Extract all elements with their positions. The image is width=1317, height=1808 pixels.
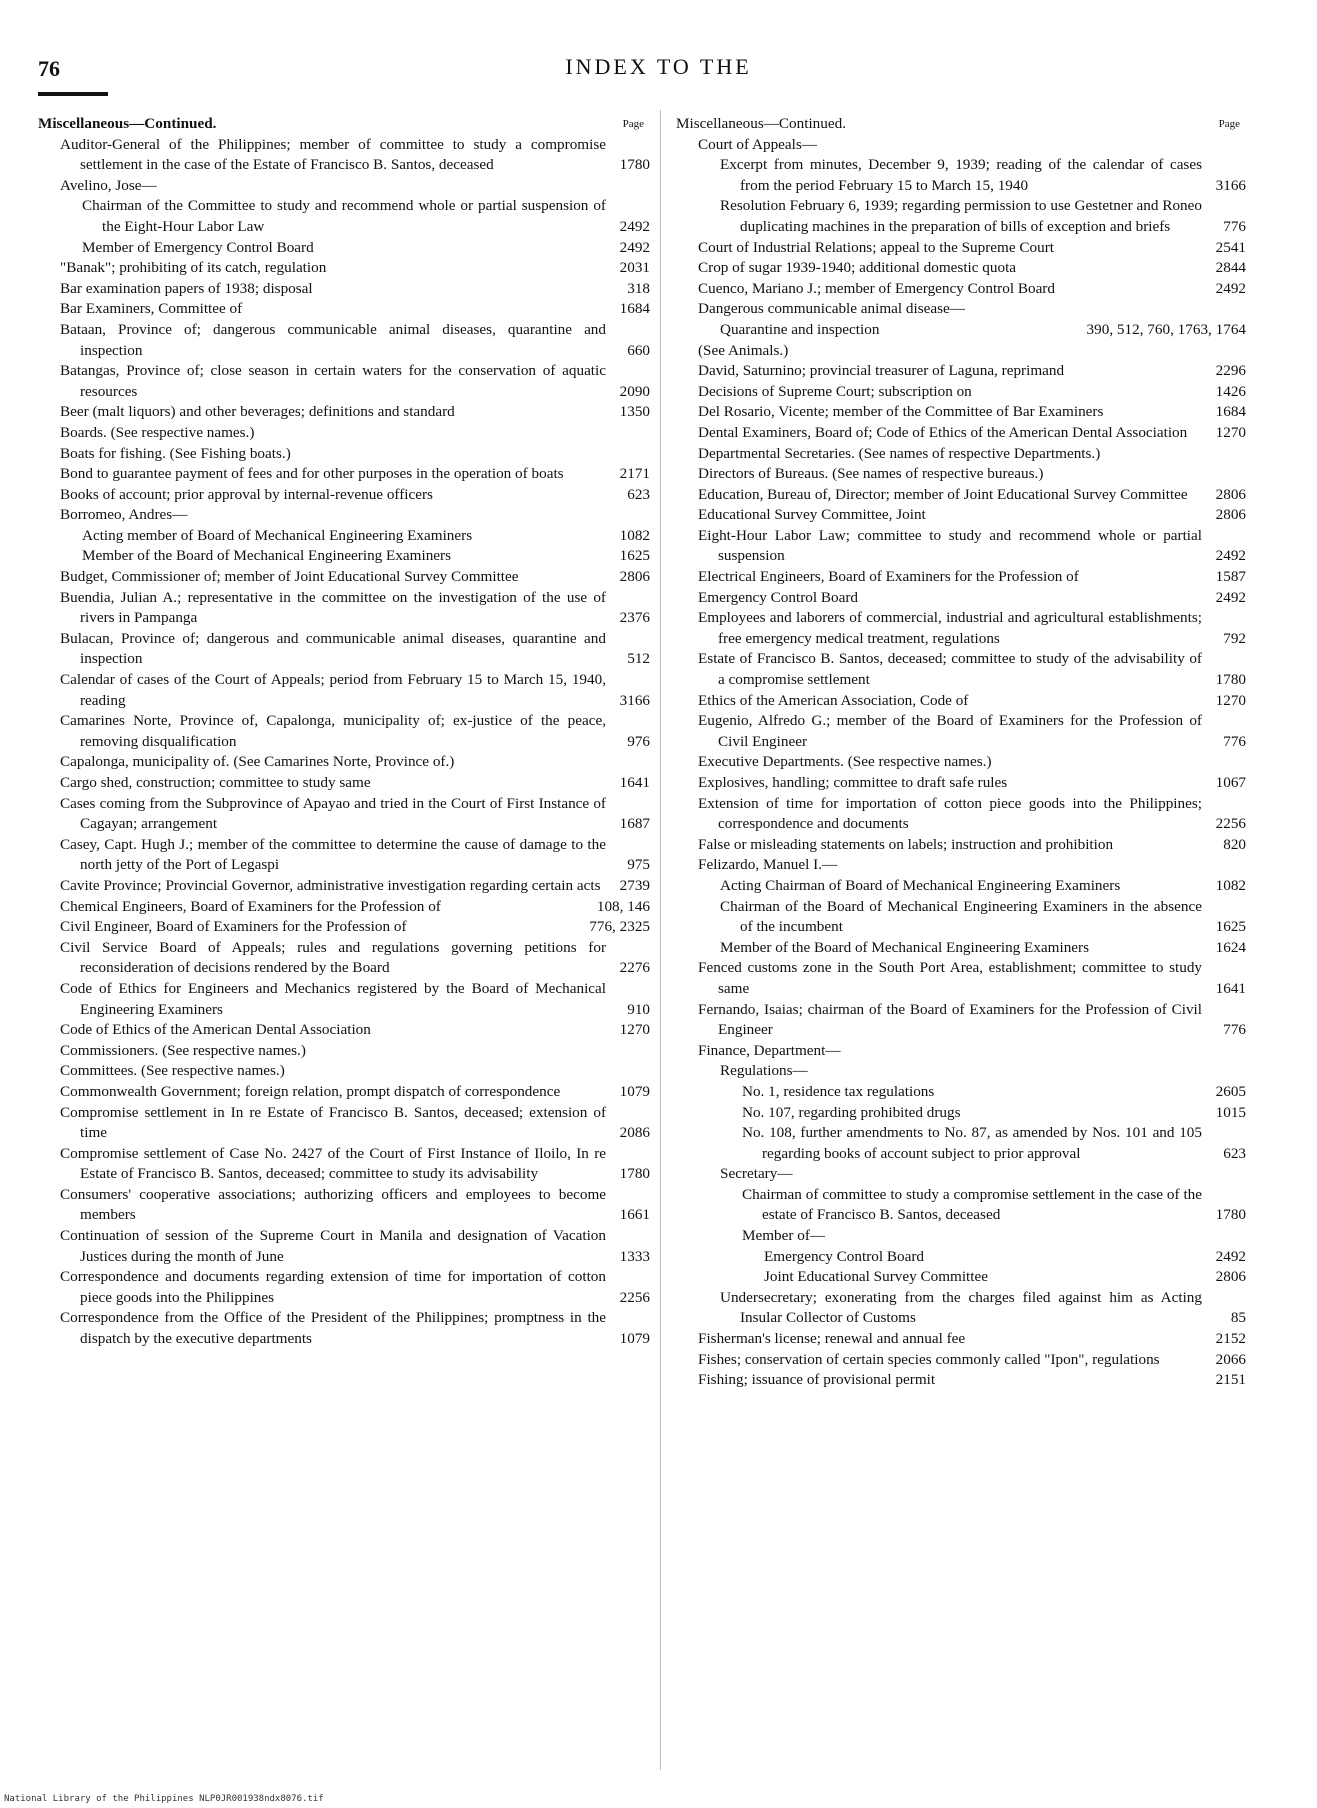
- index-entry: [676, 1000, 1246, 1041]
- index-entry: [38, 546, 650, 567]
- index-entry: [38, 752, 650, 773]
- entry-text: Directors of Bureaus. (See names of respective bureaus.): [698, 465, 1044, 483]
- index-entry: [38, 1061, 650, 1082]
- index-entry: [38, 773, 650, 794]
- index-entry: [676, 773, 1246, 794]
- index-entry: [676, 938, 1246, 959]
- entry-page: 2844: [1215, 259, 1246, 277]
- entry-page: 318: [627, 279, 650, 297]
- entry-text: Avelino, Jose—: [60, 176, 157, 194]
- entry-page: 2376: [619, 609, 650, 627]
- entry-page: 1780: [1215, 671, 1246, 689]
- entry-page: 776: [1223, 1021, 1246, 1039]
- entry-page: 820: [1223, 835, 1246, 853]
- entry-text: No. 1, residence tax regulations: [742, 1082, 935, 1100]
- index-entry: [676, 1370, 1246, 1391]
- entry-text: Cavite Province; Provincial Governor, administrative investigation regarding certain acts: [60, 876, 601, 894]
- entry-text: Bar examination papers of 1938; disposal: [60, 279, 313, 297]
- index-entry: [676, 835, 1246, 856]
- entry-text: Member of Emergency Control Board: [82, 238, 314, 256]
- entry-page: 2276: [619, 959, 650, 977]
- entry-page: 2806: [1215, 485, 1246, 503]
- entry-page: 1641: [619, 774, 650, 791]
- entry-page: 623: [627, 485, 650, 503]
- entry-text: Continuation of session of the Supreme Court in Manila and designation of Vacation Justices during the month of June: [60, 1227, 606, 1265]
- entry-page: 976: [627, 732, 650, 750]
- entry-page: 2541: [1215, 238, 1246, 256]
- entry-text: Fenced customs zone in the South Port Area, establishment; committee to study same: [698, 959, 1202, 997]
- entry-text: David, Saturnino; provincial treasurer of Laguna, reprimand: [698, 362, 1065, 380]
- entry-page: 1082: [619, 526, 650, 544]
- entry-text: Explosives, handling; committee to draft safe rules: [698, 774, 1008, 791]
- entry-text: Departmental Secretaries. (See names of respective Departments.): [698, 444, 1101, 462]
- entry-text: Beer (malt liquors) and other beverages; definitions and standard: [60, 403, 455, 421]
- index-entry: [38, 876, 650, 897]
- index-entry: [38, 567, 650, 588]
- entry-text: Chemical Engineers, Board of Examiners for the Profession of: [60, 897, 441, 915]
- index-entry: [38, 505, 650, 526]
- entry-page: 1625: [1215, 918, 1246, 936]
- index-entry: [38, 711, 650, 752]
- entry-text: Boats for fishing. (See Fishing boats.): [60, 444, 291, 462]
- entry-text: Cuenco, Mariano J.; member of Emergency Control Board: [698, 279, 1055, 297]
- index-entry: [676, 196, 1246, 237]
- index-entry: [676, 1061, 1246, 1082]
- entry-page: 776: [1223, 217, 1246, 235]
- index-entry: [676, 1103, 1246, 1124]
- entry-text: Eight-Hour Labor Law; committee to study and recommend whole or partial suspension: [698, 526, 1202, 565]
- index-entry: [38, 444, 650, 465]
- entry-page: 1780: [1215, 1206, 1246, 1224]
- right-column: [676, 114, 1246, 1391]
- index-entry: [38, 423, 650, 444]
- entry-text: Education, Bureau of, Director; member of Joint Educational Survey Committee: [698, 485, 1188, 503]
- entry-text: Member of the Board of Mechanical Engineering Examiners: [720, 938, 1090, 956]
- entry-text: Auditor-General of the Philippines; member of committee to study a compromise settlement in the case of the Estate of Francisco B. Santos, deceased: [60, 135, 606, 174]
- entry-page: 1687: [619, 815, 650, 833]
- entry-page: 2296: [1215, 362, 1246, 380]
- index-entry: [38, 1308, 650, 1349]
- entry-page: 2492: [619, 217, 650, 235]
- index-entry: [38, 1144, 650, 1185]
- index-entry: [676, 567, 1246, 588]
- scan-footer: National Library of the Philippines NLP0JR001938ndx8076.tif: [4, 1794, 324, 1804]
- entry-text: Borromeo, Andres—: [60, 506, 188, 524]
- index-entry: [676, 155, 1246, 196]
- entry-text: Capalonga, municipality of. (See Camarines Norte, Province of.): [60, 753, 455, 771]
- entry-page: 2256: [1215, 815, 1246, 833]
- index-entry: [676, 485, 1246, 506]
- entry-page: 1350: [619, 403, 650, 421]
- entry-text: Chairman of committee to study a compromise settlement in the case of the estate of Francisco B. Santos, deceased: [742, 1185, 1202, 1224]
- index-entry: [676, 711, 1246, 752]
- entry-page: 2806: [1215, 506, 1246, 524]
- entry-page: 776: [1223, 732, 1246, 750]
- index-entry: [38, 196, 650, 237]
- entry-text: Civil Engineer, Board of Examiners for the Profession of: [60, 918, 407, 936]
- index-entry: [38, 135, 650, 176]
- entry-text: Fishing; issuance of provisional permit: [698, 1371, 936, 1389]
- index-entry: [676, 238, 1246, 259]
- index-entry: [38, 279, 650, 300]
- entry-text: Cargo shed, construction; committee to study same: [60, 774, 371, 791]
- entry-page: 623: [1223, 1144, 1246, 1162]
- entry-text: Regulations—: [720, 1062, 808, 1080]
- entry-text: Del Rosario, Vicente; member of the Committee of Bar Examiners: [698, 403, 1104, 421]
- index-entry: [676, 691, 1246, 712]
- index-entry: [676, 320, 1246, 341]
- entry-text: Books of account; prior approval by internal-revenue officers: [60, 485, 433, 503]
- entry-text: Decisions of Supreme Court; subscription on: [698, 382, 972, 400]
- entry-text: "Banak"; prohibiting of its catch, regulation: [60, 259, 327, 277]
- entry-page: 660: [627, 341, 650, 359]
- entry-page: 1780: [619, 1165, 650, 1183]
- index-entry: [676, 1123, 1246, 1164]
- entry-text: No. 108, further amendments to No. 87, as amended by Nos. 101 and 105 regarding books of account subject to prior approval: [742, 1124, 1202, 1162]
- entry-text: Correspondence and documents regarding extension of time for importation of cotton piece goods into the Philippines: [60, 1268, 606, 1306]
- entry-text: Eugenio, Alfredo G.; member of the Board of Examiners for the Profession of Civil Engineer: [698, 712, 1202, 750]
- right-section-heading: Miscellaneous—Continued.: [676, 115, 846, 132]
- entry-page: 1079: [619, 1330, 650, 1348]
- entry-text: Chairman of the Board of Mechanical Engineering Examiners in the absence of the incumbent: [720, 897, 1202, 936]
- index-entry: [38, 258, 650, 279]
- entry-text: Bataan, Province of; dangerous communicable animal diseases, quarantine and inspection: [60, 320, 606, 359]
- entry-text: Compromise settlement of Case No. 2427 of the Court of First Instance of Iloilo, In re Estate of Francisco B. Santos, deceased; committee to study its advisability: [60, 1144, 606, 1183]
- entry-page: 1661: [619, 1206, 650, 1224]
- entry-text: Correspondence from the Office of the President of the Philippines; promptness in the dispatch by the executive departments: [60, 1309, 606, 1348]
- index-entry: [676, 588, 1246, 609]
- entry-page: 2605: [1215, 1082, 1246, 1100]
- index-entry: [38, 402, 650, 423]
- index-entry: [38, 835, 650, 876]
- index-entry: [38, 1185, 650, 1226]
- entry-page: 2151: [1215, 1371, 1246, 1389]
- index-entry: [676, 1185, 1246, 1226]
- index-entry: [676, 1288, 1246, 1329]
- index-entry: [676, 505, 1246, 526]
- entry-text: Crop of sugar 1939-1940; additional domestic quota: [698, 259, 1017, 277]
- index-entry: [676, 794, 1246, 835]
- index-entry: [38, 979, 650, 1020]
- index-entry: [676, 299, 1246, 320]
- entry-text: Finance, Department—: [698, 1041, 841, 1059]
- index-entry: [38, 917, 650, 938]
- entry-page: 1015: [1215, 1103, 1246, 1121]
- index-entry: [676, 279, 1246, 300]
- entry-text: Extension of time for importation of cotton piece goods into the Philippines; correspondence and documents: [698, 794, 1202, 833]
- entry-text: Committees. (See respective names.): [60, 1062, 285, 1080]
- index-entry: [676, 1247, 1246, 1268]
- entry-text: Educational Survey Committee, Joint: [698, 506, 926, 524]
- entry-text: Fernando, Isaias; chairman of the Board of Examiners for the Profession of Civil Engineer: [698, 1000, 1202, 1039]
- entry-page: 2171: [619, 465, 650, 483]
- entry-text: Boards. (See respective names.): [60, 423, 255, 441]
- index-entry: [676, 258, 1246, 279]
- index-entry: [38, 1082, 650, 1103]
- entry-page: 1426: [1215, 382, 1246, 400]
- index-entry: [38, 670, 650, 711]
- entry-text: Bond to guarantee payment of fees and for other purposes in the operation of boats: [60, 465, 564, 483]
- entry-text: Emergency Control Board: [698, 588, 858, 606]
- entry-text: Estate of Francisco B. Santos, deceased; committee to study of the advisability of a compromise settlement: [698, 650, 1202, 689]
- entry-text: Buendia, Julian A.; representative in the committee on the investigation of the use of rivers in Pampanga: [60, 588, 606, 627]
- entry-page: 1641: [1215, 979, 1246, 997]
- entry-page: 1684: [1215, 403, 1246, 421]
- left-column-header: [38, 114, 650, 135]
- entry-text: Code of Ethics of the American Dental Association: [60, 1021, 371, 1039]
- entry-text: Fishes; conservation of certain species commonly called "Ipon", regulations: [698, 1350, 1160, 1368]
- entry-page: 1270: [1215, 423, 1246, 441]
- index-entry: [676, 1226, 1246, 1247]
- entry-text: Calendar of cases of the Court of Appeals; period from February 15 to March 15, 1940, reading: [60, 671, 606, 709]
- entry-page: 3166: [619, 691, 650, 709]
- index-entry: [676, 361, 1246, 382]
- page-number: 76: [38, 56, 60, 81]
- entry-text: False or misleading statements on labels; instruction and prohibition: [698, 835, 1114, 853]
- index-entry: [38, 485, 650, 506]
- right-column-header: [676, 114, 1246, 135]
- header-rule: [38, 92, 108, 96]
- index-entry: [38, 361, 650, 402]
- index-entry: [676, 135, 1246, 156]
- entry-text: Member of the Board of Mechanical Engineering Examiners: [82, 547, 452, 565]
- entry-page: 2492: [1215, 588, 1246, 606]
- entry-page: 2492: [619, 238, 650, 256]
- index-entry: [38, 1041, 650, 1062]
- right-entry-list: [676, 135, 1246, 1391]
- entry-page: 3166: [1215, 176, 1246, 194]
- index-entry: [38, 1226, 650, 1267]
- entry-text: Commonwealth Government; foreign relation, prompt dispatch of correspondence: [60, 1082, 561, 1100]
- entry-page: 1780: [619, 156, 650, 174]
- entry-text: Bulacan, Province of; dangerous and communicable animal diseases, quarantine and inspection: [60, 629, 606, 668]
- left-column: [38, 114, 650, 1350]
- entry-page: 2086: [619, 1124, 650, 1142]
- entry-text: Civil Service Board of Appeals; rules and regulations governing petitions for reconsideration of decisions rendered by the Board: [60, 938, 606, 977]
- entry-text: Commissioners. (See respective names.): [60, 1041, 306, 1059]
- entry-page: 390, 512, 760, 1763, 1764: [1086, 320, 1246, 338]
- index-entry: [38, 938, 650, 979]
- entry-page: 2152: [1215, 1330, 1246, 1348]
- entry-page: 1082: [1215, 876, 1246, 894]
- entry-text: Dental Examiners, Board of; Code of Ethics of the American Dental Association: [698, 423, 1188, 441]
- entry-text: Undersecretary; exonerating from the charges filed against him as Acting Insular Collector of Customs: [720, 1288, 1202, 1327]
- entry-page: 2256: [619, 1288, 650, 1306]
- column-divider: [660, 110, 661, 1770]
- index-entry: [676, 526, 1246, 567]
- entry-text: Employees and laborers of commercial, industrial and agricultural establishments; free emergency medical treatment, regulations: [698, 609, 1202, 647]
- entry-text: Member of—: [742, 1227, 826, 1245]
- entry-text: Chairman of the Committee to study and recommend whole or partial suspension of the Eight-Hour Labor Law: [82, 197, 606, 235]
- entry-page: 792: [1223, 629, 1246, 647]
- index-entry: [676, 855, 1246, 876]
- entry-text: Secretary—: [720, 1165, 793, 1183]
- index-entry: [676, 444, 1246, 465]
- entry-text: Cases coming from the Subprovince of Apayao and tried in the Court of First Instance of Cagayan; arrangement: [60, 794, 606, 833]
- entry-page: 2492: [1215, 279, 1246, 297]
- entry-text: No. 107, regarding prohibited drugs: [742, 1103, 961, 1121]
- entry-page: 85: [1230, 1309, 1246, 1327]
- entry-text: Executive Departments. (See respective names.): [698, 753, 992, 771]
- index-entry: [676, 958, 1246, 999]
- entry-page: 512: [627, 650, 650, 668]
- index-entry: [38, 526, 650, 547]
- index-entry: [676, 649, 1246, 690]
- index-entry: [38, 176, 650, 197]
- entry-page: 1587: [1215, 568, 1246, 586]
- entry-text: Dangerous communicable animal disease—: [698, 300, 965, 318]
- index-entry: [676, 423, 1246, 444]
- entry-page: 1079: [619, 1082, 650, 1100]
- entry-text: Batangas, Province of; close season in certain waters for the conservation of aquatic resources: [60, 362, 606, 400]
- index-entry: [38, 299, 650, 320]
- entry-text: Resolution February 6, 1939; regarding permission to use Gestetner and Roneo duplicating machines in the preparation of bills of exception and briefs: [720, 197, 1202, 235]
- entry-page: 2806: [1215, 1268, 1246, 1286]
- index-entry: [38, 320, 650, 361]
- index-entry: [38, 897, 650, 918]
- index-entry: [38, 238, 650, 259]
- index-entry: [38, 1103, 650, 1144]
- index-entry: [676, 1164, 1246, 1185]
- entry-page: 2090: [619, 382, 650, 400]
- left-page-label: Page: [622, 118, 644, 130]
- entry-page: 2066: [1215, 1350, 1246, 1368]
- index-entry: [38, 1020, 650, 1041]
- running-title: INDEX TO THE: [565, 54, 752, 79]
- entry-text: Joint Educational Survey Committee: [764, 1268, 988, 1286]
- entry-text: Fisherman's license; renewal and annual fee: [698, 1330, 966, 1348]
- index-entry: [676, 1350, 1246, 1371]
- entry-text: Felizardo, Manuel I.—: [698, 856, 838, 874]
- entry-page: 1270: [619, 1021, 650, 1039]
- entry-page: 2492: [1215, 547, 1246, 565]
- left-entry-list: [38, 135, 650, 1350]
- entry-text: Excerpt from minutes, December 9, 1939; reading of the calendar of cases from the period February 15 to March 15, 1940: [720, 156, 1202, 194]
- entry-text: Court of Appeals—: [698, 135, 817, 153]
- entry-page: 2806: [619, 568, 650, 586]
- index-entry: [676, 752, 1246, 773]
- entry-page: 1333: [619, 1247, 650, 1265]
- entry-page: 2492: [1215, 1247, 1246, 1265]
- entry-page: 108, 146: [596, 897, 650, 915]
- entry-page: 2031: [619, 259, 650, 277]
- index-entry: [38, 588, 650, 629]
- index-entry: [676, 382, 1246, 403]
- index-entry: [676, 1082, 1246, 1103]
- index-entry: [38, 1267, 650, 1308]
- index-entry: [676, 402, 1246, 423]
- entry-page: 1684: [619, 300, 650, 318]
- index-entry: [38, 464, 650, 485]
- index-entry: [676, 1329, 1246, 1350]
- entry-text: Acting Chairman of Board of Mechanical Engineering Examiners: [720, 876, 1121, 894]
- index-entry: [676, 608, 1246, 649]
- entry-text: (See Animals.): [698, 341, 789, 359]
- index-entry: [38, 629, 650, 670]
- index-entry: [676, 341, 1246, 362]
- entry-page: 1067: [1215, 774, 1246, 791]
- index-entry: [676, 1041, 1246, 1062]
- entry-text: Quarantine and inspection: [720, 320, 880, 338]
- entry-page: 1270: [1215, 691, 1246, 709]
- index-entry: [676, 1267, 1246, 1288]
- index-entry: [676, 876, 1246, 897]
- entry-text: Code of Ethics for Engineers and Mechanics registered by the Board of Mechanical Engineering Examiners: [60, 979, 606, 1018]
- entry-page: 1625: [619, 547, 650, 565]
- entry-text: Camarines Norte, Province of, Capalonga, municipality of; ex-justice of the peace, removing disqualification: [60, 712, 606, 750]
- entry-page: 910: [627, 1000, 650, 1018]
- entry-text: Acting member of Board of Mechanical Engineering Examiners: [82, 526, 473, 544]
- entry-page: 776, 2325: [589, 918, 650, 936]
- entry-page: 2739: [619, 876, 650, 894]
- entry-text: Compromise settlement in In re Estate of Francisco B. Santos, deceased; extension of time: [60, 1103, 606, 1142]
- entry-text: Court of Industrial Relations; appeal to the Supreme Court: [698, 238, 1054, 256]
- index-entry: [38, 794, 650, 835]
- index-entry: [676, 897, 1246, 938]
- entry-text: Budget, Commissioner of; member of Joint Educational Survey Committee: [60, 568, 519, 586]
- entry-text: Emergency Control Board: [764, 1247, 924, 1265]
- entry-text: Ethics of the American Association, Code of: [698, 691, 969, 709]
- entry-text: Casey, Capt. Hugh J.; member of the committee to determine the cause of damage to the north jetty of the Port of Legaspi: [60, 835, 606, 874]
- index-entry: [676, 464, 1246, 485]
- left-section-heading: Miscellaneous—Continued.: [38, 115, 217, 132]
- entry-page: 975: [627, 856, 650, 874]
- entry-text: Consumers' cooperative associations; authorizing officers and employees to become members: [60, 1185, 606, 1224]
- right-page-label: Page: [1218, 118, 1240, 130]
- entry-text: Electrical Engineers, Board of Examiners for the Profession of: [698, 568, 1079, 586]
- entry-page: 1624: [1215, 938, 1246, 956]
- entry-text: Bar Examiners, Committee of: [60, 300, 243, 318]
